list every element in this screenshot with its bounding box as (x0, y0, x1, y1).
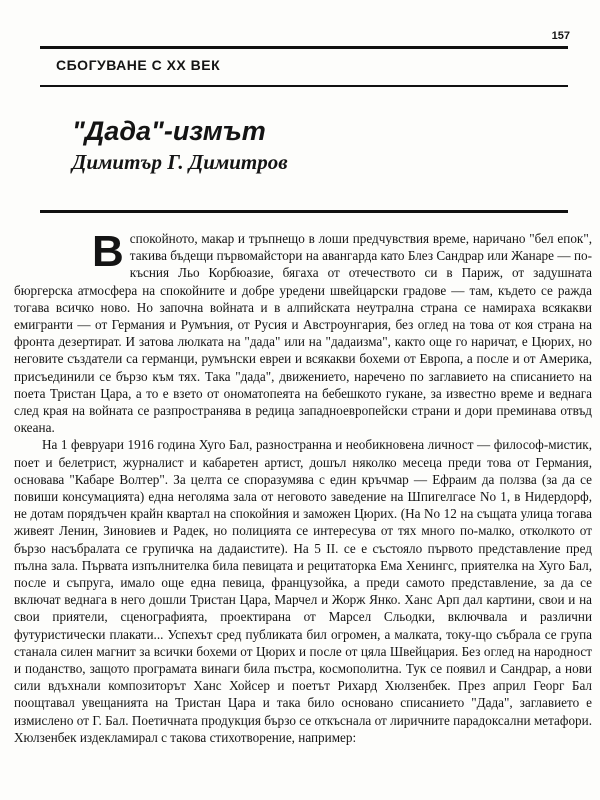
section-heading: СБОГУВАНЕ С XX ВЕК (56, 57, 221, 73)
paragraph-1-text: спокойното, макар и тръпнещо в лоши предчувствия време, наричано "бел епок", такива бъдещи първомайстори на авангарда като Блез Сандрар или Жанаре — по-късния Льо Корбюазие, бягаха от отечеството си в Париж, от задушната бюргерска атмосфера на спокойните и добре уредени швейцарски градове — там, където се ражда тогава всичко ново. Но започна войната и в алпийската неутрална страна се намираха всякакви емигранти — от Германия и Румъния, от Русия и Австроунгария, без оглед на това от коя страна на фронта дезертират. И затова люлката на "дада" или на "дадаизма", както още го наричат, е Цюрих, но неговите създатели са германци, румънски евреи и всякакви бохеми от Европа, а после и от Америка, присъединили се бързо към тях. Така "дада", движението, наречено по заглавието на списанието на поета Тристан Цара, а то е взето от ономатопеята на бебешкото гукане, за известно време и веднага след края на войната се разпространява в редица западноевропейски страни и дори преминава отвъд океана. (14, 231, 592, 436)
article-title: "Дада"-измът (72, 116, 266, 146)
title-divider (40, 210, 568, 213)
drop-cap: В (92, 227, 124, 276)
article-author: Димитър Г. Димитров (72, 150, 288, 174)
article-body (14, 227, 592, 746)
paragraph-2: На 1 февруари 1916 година Хуго Бал, разностранна и необикновена личност — философ-мистик, поет и белетрист, журналист и кабаретен артист, дошъл няколко месеца преди това от Германия, основава "Кабаре Волтер". За целта се споразумява с един кръчмар — Ефраим да ползва (за да се повиши консумацията) една неголяма зала от неговото заведение на Шпигелгасе No 1, в Нидердорф, не дотам порядъчен крайн квартал на спокойния и заможен Цюрих. (На No 12 на същата улица тогава живеят Ленин, Зиновиев и Радек, но полицията се интересува от тях много по-малко, отколкото от бързо насъбралата се групичка на дадаистите). На 5 II. се е състояло първото представление пред пълна зала. Първата изпълнителка била певицата и рецитаторка Ема Хенингс, приятелка на Хуго Бал, после и съпруга, имало още една певица, французойка, а преди самото представление, за да се включат веднага в него дошли Тристан Цара, Марчел и Жорж Янко. Ханс Арп дал картини, свои и на свои приятели, сценографията, проектирана от Марсел Сльодки, включвала и различни футуристически плакати... Успехът сред публиката бил огромен, а малката, току-що събрала се група станала силен магнит за всички бохеми от Цюрих и после от цяла Швейцария. Без оглед на народност и поданство, защото програмата винаги била пъстра, космополитна. Тук се появил и Сандрар, а нови сили вдъхнали композиторът Ханс Хойсер и поетът Рихард Хюлзенбек. През април Георг Бал поощтавал увещанията на Тристан Цара и така било основано списанието "Дада", заглавието е измислено от Г. Бал. Поетичната продукция бързо се откъснала от лиричните парадоксални метафори. Хюлзенбек издекламирал с такова стихотворение, например: (14, 437, 592, 745)
page-number: 157 (551, 30, 570, 42)
section-header (40, 46, 568, 87)
paragraph-1 (14, 227, 592, 436)
